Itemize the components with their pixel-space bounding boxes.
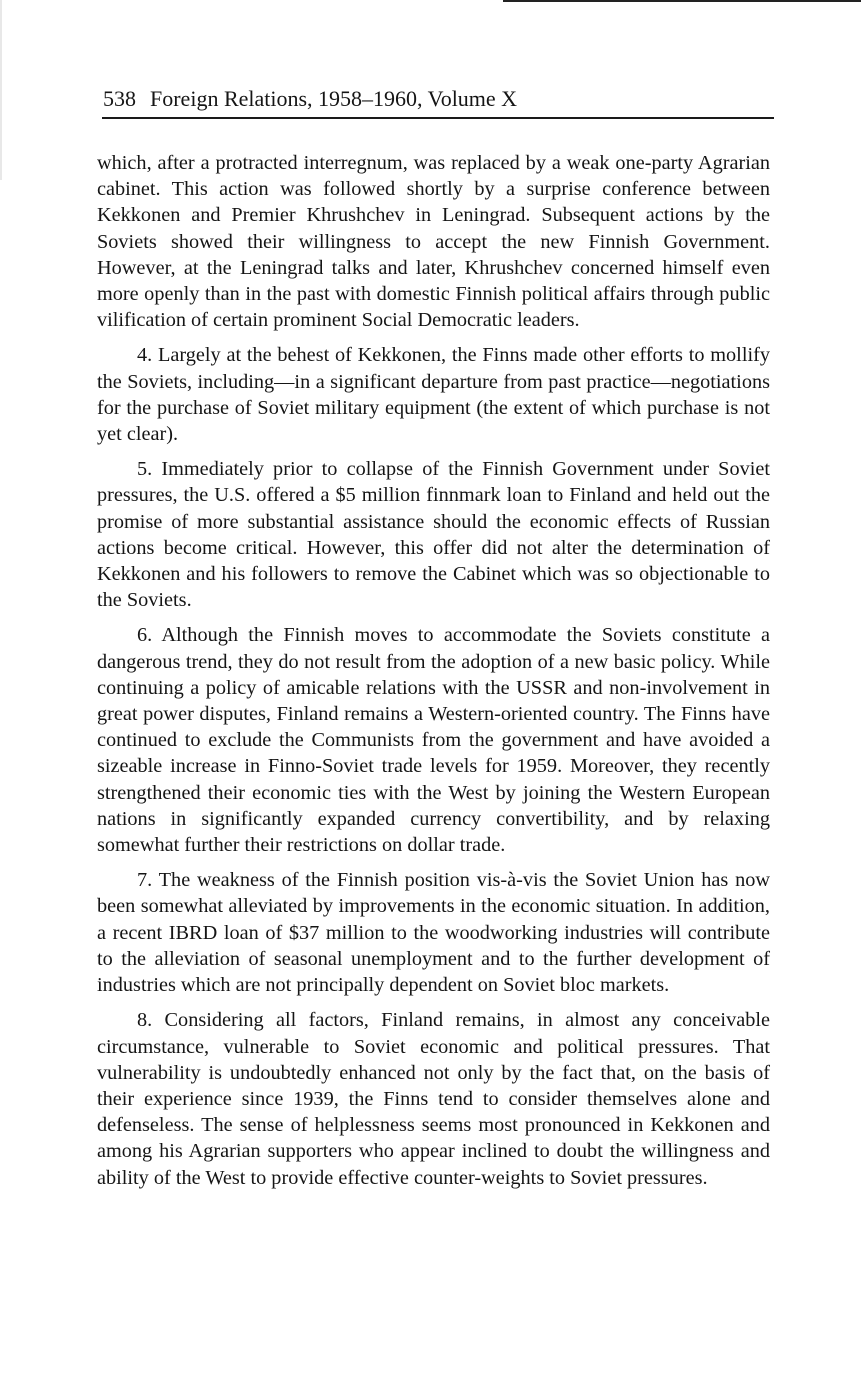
paragraph-5: 5. Immediately prior to collapse of the Finnish Government under Soviet pressures, the U.S. offered a $5 million finnmark loan to Finland and held out the promise of more substantial assistance should the economic effects of Russian actions become critical. However, this offer did not alter the determination of Kekkonen and his followers to remove the Cabinet which was so objectionable to the Soviets. (97, 458, 770, 612)
paragraph-6: 6. Although the Finnish moves to accommodate the Soviets constitute a dangerous trend, they do not result from the adoption of a new basic policy. While continuing a policy of amicable relations with the USSR and non-involvement in great power disputes, Finland remains a Western-oriented country. The Finns have continued to exclude the Communists from the government and have avoided a sizeable increase in Finno-Soviet trade levels for 1959. Moreover, they recently strengthened their economic ties with the West by joining the Western European nations in significantly expanded currency convertibility, and by relaxing somewhat further their restrictions on dollar trade. (97, 624, 770, 857)
header-rule (102, 117, 774, 119)
body-text (97, 150, 770, 1200)
running-title: Foreign Relations, 1958–1960, Volume X (150, 86, 518, 111)
paragraph-4: 4. Largely at the behest of Kekkonen, the Finns made other efforts to mollify the Soviets, including—in a significant departure from past practice—negotiations for the purchase of Soviet military equipment (the extent of which purchase is not yet clear). (97, 344, 770, 446)
running-header (103, 84, 773, 114)
paragraph-8: 8. Considering all factors, Finland remains, in almost any conceivable circumstance, vulnerable to Soviet economic and political pressures. That vulnerability is undoubtedly enhanced not only by the fact that, on the basis of their experience since 1939, the Finns tend to consider themselves alone and defenseless. The sense of helplessness seems most pronounced in Kekkonen and among his Agrarian supporters who appear inclined to doubt the willingness and ability of the West to provide effective counter-weights to Soviet pressures. (97, 1009, 770, 1189)
scan-top-rule (503, 0, 861, 2)
page-number: 538 (103, 86, 136, 111)
scan-left-edge (0, 0, 2, 180)
paragraph-7: 7. The weakness of the Finnish position vis-à-vis the Soviet Union has now been somewhat alleviated by improvements in the economic situation. In addition, a recent IBRD loan of $37 million to the woodworking industries will contribute to the alleviation of seasonal unemployment and to the further development of industries which are not principally dependent on Soviet bloc markets. (97, 869, 770, 997)
paragraph-continued: which, after a protracted interregnum, was replaced by a weak one-party Agrarian cabinet. This action was followed shortly by a surprise conference between Kekkonen and Premier Khrushchev in Leningrad. Subsequent actions by the Soviets showed their willingness to accept the new Finnish Government. However, at the Leningrad talks and later, Khrushchev concerned himself even more openly than in the past with domestic Finnish political affairs through public vilification of certain prominent Social Democratic leaders. (97, 152, 770, 332)
